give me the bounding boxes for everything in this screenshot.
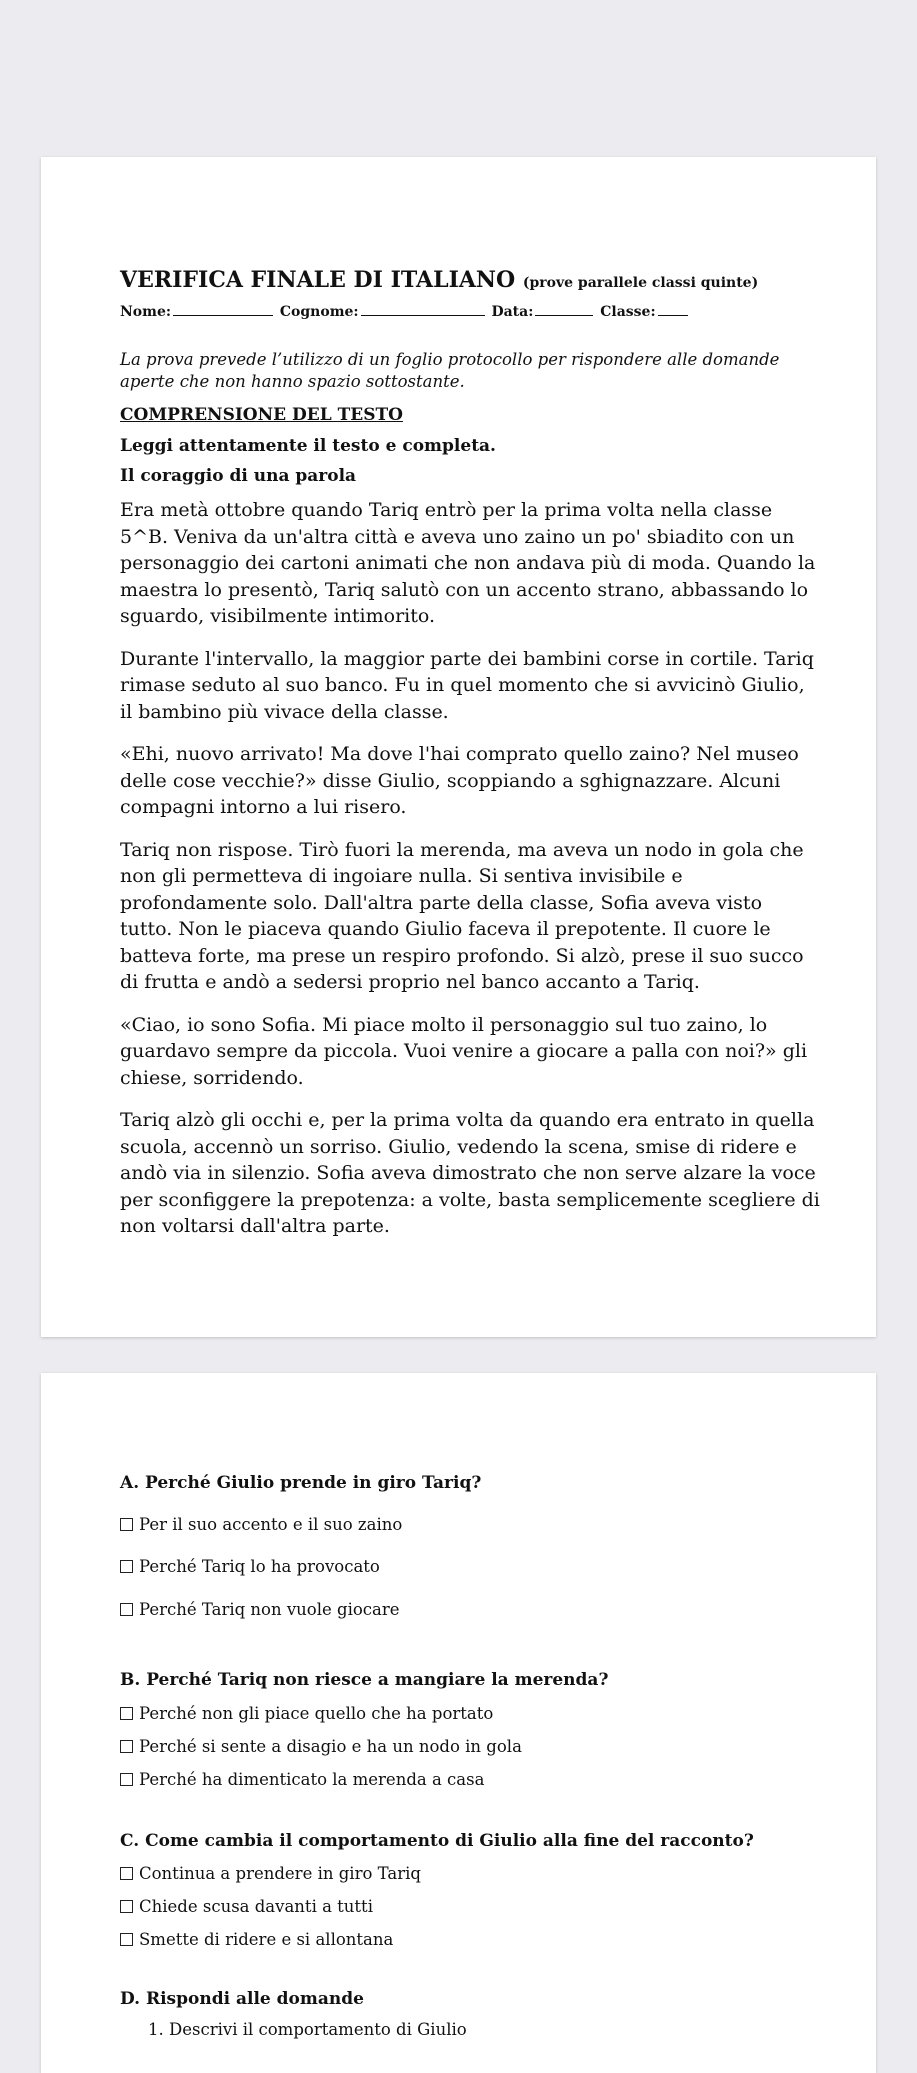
story-paragraph: Era metà ottobre quando Tariq entrò per la prima volta nella classe 5^B. Veniva da un'altra città e aveva uno zaino un po' sbiadito con un personaggio dei cartoni animati che non andava più di moda. Quando la maestra lo presentò, Tariq salutò con un accento strano, abbassando lo sguardo, visibilmente intimorito. <box>120 499 816 627</box>
intro-note: La prova prevede l’utilizzo di un foglio protocollo per rispondere alle domande aperte che non hanno spazio sottostante. <box>120 350 780 391</box>
field-nome-line <box>173 303 273 316</box>
story-paragraph: Tariq alzò gli occhi e, per la prima volta da quando era entrato in quella scuola, accennò un sorriso. Giulio, vedendo la scena, smise di ridere e andò via in silenzio. Sofia aveva dimostrato che non serve alzare la voce per sconfiggere la prepotenza: a volte, basta semplicemente scegliere di non voltarsi dall'altra parte. <box>120 1109 820 1237</box>
checkbox-icon[interactable] <box>120 1603 133 1616</box>
section-title: COMPRENSIONE DEL TESTO <box>120 405 403 425</box>
question-b-title: B. Perché Tariq non riesce a mangiare la merenda? <box>120 1670 609 1690</box>
field-nome-label: Nome: <box>120 304 172 320</box>
story-body <box>120 497 820 1256</box>
question-a-option[interactable]: Perché Tariq non vuole giocare <box>120 1600 400 1619</box>
field-cognome-label: Cognome: <box>279 304 359 320</box>
question-c-option[interactable]: Chiede scusa davanti a tutti <box>120 1897 373 1916</box>
open-questions-list <box>147 2020 467 2039</box>
question-b-option[interactable]: Perché ha dimenticato la merenda a casa <box>120 1770 484 1789</box>
field-classe-label: Classe: <box>600 304 656 320</box>
question-a-option[interactable]: Perché Tariq lo ha provocato <box>120 1557 380 1576</box>
checkbox-icon[interactable] <box>120 1740 133 1753</box>
checkbox-icon[interactable] <box>120 1900 133 1913</box>
field-cognome-line <box>361 303 485 316</box>
question-a-title: A. Perché Giulio prende in giro Tariq? <box>120 1473 482 1493</box>
test-title <box>120 267 758 293</box>
document-page-1 <box>41 157 876 1337</box>
checkbox-icon[interactable] <box>120 1560 133 1573</box>
student-info-fields <box>120 303 690 320</box>
checkbox-icon[interactable] <box>120 1933 133 1946</box>
story-title: Il coraggio di una parola <box>120 466 357 486</box>
question-c-option[interactable]: Continua a prendere in giro Tariq <box>120 1864 421 1883</box>
story-paragraph: «Ciao, io sono Sofia. Mi piace molto il personaggio sul tuo zaino, lo guardavo sempre da piccola. Vuoi venire a giocare a palla con noi?» gli chiese, sorridendo. <box>120 1013 808 1089</box>
question-c-title: C. Come cambia il comportamento di Giulio alla fine del racconto? <box>120 1831 754 1851</box>
story-paragraph: «Ehi, nuovo arrivato! Ma dove l'hai comprato quello zaino? Nel museo delle cose vecchie?» disse Giulio, scoppiando a sghignazzare. Alcuni compagni intorno a lui risero. <box>120 743 799 818</box>
field-data-label: Data: <box>491 304 534 320</box>
field-classe-line <box>658 303 688 316</box>
question-a-option[interactable]: Per il suo accento e il suo zaino <box>120 1515 402 1534</box>
checkbox-icon[interactable] <box>120 1707 133 1720</box>
open-questions-title: D. Rispondi alle domande <box>120 1989 364 2009</box>
checkbox-icon[interactable] <box>120 1773 133 1786</box>
story-paragraph: Durante l'intervallo, la maggior parte dei bambini corse in cortile. Tariq rimase seduto al suo banco. Fu in quel momento che si avvicinò Giulio, il bambino più vivace della classe. <box>120 647 814 723</box>
story-paragraph: Tariq non rispose. Tirò fuori la merenda, ma aveva un nodo in gola che non gli permetteva di ingoiare nulla. Si sentiva invisibile e profondamente solo. Dall'altra parte della classe, Sofia aveva visto tutto. Non le piaceva quando Giulio faceva il prepotente. Il cuore le batteva forte, ma prese un respiro profondo. Si alzò, prese il suo succo di frutta e andò a sedersi proprio nel banco accanto a Tariq. <box>120 838 804 993</box>
field-data-line <box>535 303 593 316</box>
checkbox-icon[interactable] <box>120 1867 133 1880</box>
question-c-option[interactable]: Smette di ridere e si allontana <box>120 1930 393 1949</box>
instruction: Leggi attentamente il testo e completa. <box>120 436 496 456</box>
question-b-option[interactable]: Perché si sente a disagio e ha un nodo in gola <box>120 1737 522 1756</box>
open-question-item: 1. Descrivi il comportamento di Giulio <box>169 2020 467 2039</box>
document-page-2 <box>41 1373 876 2073</box>
test-subtitle: (prove parallele classi quinte) <box>522 275 759 291</box>
checkbox-icon[interactable] <box>120 1518 133 1531</box>
question-b-option[interactable]: Perché non gli piace quello che ha portato <box>120 1704 493 1723</box>
test-title-text: VERIFICA FINALE DI ITALIANO <box>120 267 516 293</box>
